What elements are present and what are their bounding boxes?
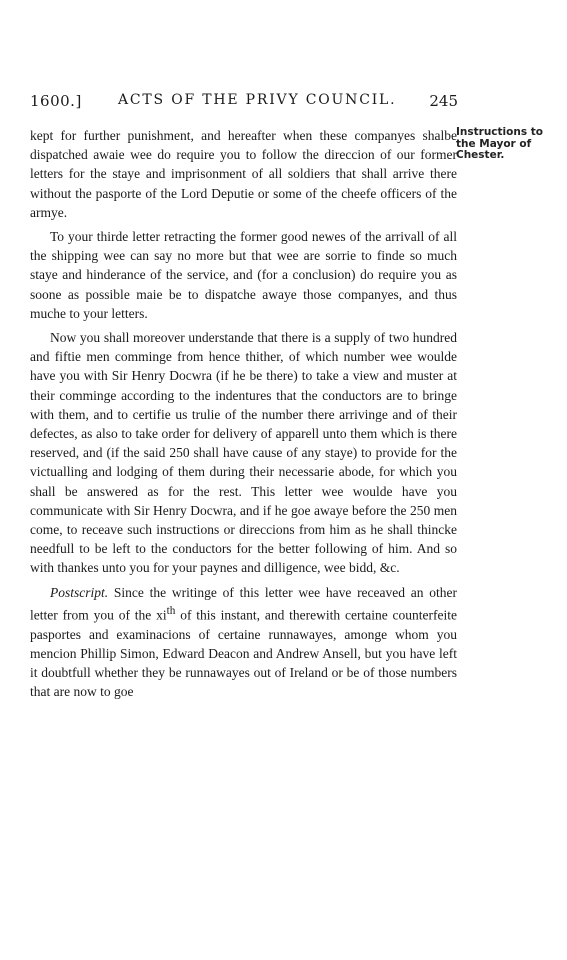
postscript-label: Postscript. — [50, 584, 109, 600]
postscript-text-cont: of this instant, and therewith certaine counterfeite pasportes and examinacions of certaine runnawayes, amonge whom you mencion Phillip Simon, Edward Deacon and Andrew Ansell, but you have left it doubtfull whether they be runnawayes out of Ireland or be of those numbers that are now to goe — [30, 607, 457, 700]
header-year: 1600.] — [30, 92, 82, 110]
margin-note: Instructions to the Mayor of Chester. — [456, 126, 543, 161]
postscript-paragraph — [30, 583, 457, 702]
paragraph: To your thirde letter retracting the former good newes of the arrivall of all the shipping wee can say no more but that wee are sorrie to finde so much staye and hinderance of the service, and (for a conclusion) do require you as soone as possible maie be to dispatche awaye those companyes, and thus muche to your letters. — [30, 229, 457, 321]
paragraph: kept for further punishment, and hereafter when these companyes shalbe dispatched awaie wee do require you to follow the direccion of our former letters for the staye and imprisonment of all soldiers that shall arrive there without the pasporte of the Lord Deputie or some of the cheefe officers of the armye. — [30, 128, 457, 220]
body-text — [30, 126, 457, 706]
header-title: ACTS OF THE PRIVY COUNCIL. — [118, 92, 397, 108]
page-number: 245 — [429, 92, 458, 110]
postscript-text: Since the writinge of this letter wee have receaved an other letter from you of the xi — [30, 584, 457, 623]
running-header — [30, 92, 458, 112]
paragraph: Now you shall moreover understande that there is a supply of two hundred and fiftie men comminge from hence thither, of which number wee woulde have you with Sir Henry Docwra (if he be there) to take a view and muster at their comminge according to the indentures that the conductors are to bringe with them, and to certifie us trulie of the number there arrivinge and of their defectes, as also to take order for delivery of apparell unto them which is there reserved, and (if the said 250 shall have cause of any staye) to provide for the victualling and lodging of them during their necessarie abode, for which you shall be answered as for the rest. This letter wee woulde have you communicate with Sir Henry Docwra, and if he goe awaye before the 250 men come, to receave such instructions or direccions from him as he shall thincke needfull to be left to the conductors for the better following of him. And so with thankes unto you for your paynes and dilligence, wee bidd, &c. — [30, 330, 457, 576]
ordinal-superscript: th — [166, 604, 176, 617]
